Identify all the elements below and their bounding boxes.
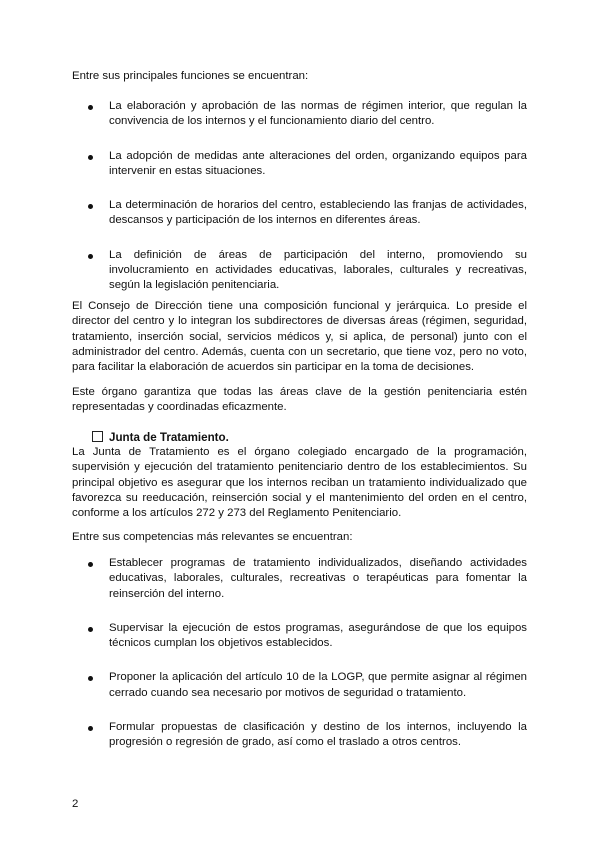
- treatment-board-paragraph: La Junta de Tratamiento es el órgano colegiado encargado de la programación, supervisión y ejecución del tratamiento penitenciario dentro de los establecimientos. Su principal objetivo es asegurar que los internos reciban un tratamiento individualizado que favorezca su reeducación, reinserción social y el mantenimiento del orden en el centro, conforme a los artículos 272 y 273 del Reglamento Penitenciario.: [72, 446, 527, 520]
- list-item: [72, 720, 527, 751]
- list-item-text: La definición de áreas de participación del interno, promoviendo su involucramiento en actividades educativas, laborales, culturales y recreativas, según la legislación penitenciaria.: [109, 248, 527, 292]
- competencies-list: [72, 556, 527, 770]
- list-item-text: Formular propuestas de clasificación y destino de los internos, incluyendo la progresión o regresión de grado, así como el traslado a otros centros.: [109, 721, 527, 749]
- bullet-icon: [88, 204, 93, 209]
- bullet-icon: [88, 627, 93, 632]
- council-summary-paragraph: Este órgano garantiza que todas las áreas clave de la gestión penitenciaria estén representadas y coordinadas eficazmente.: [72, 386, 527, 414]
- list-item-text: La adopción de medidas ante alteraciones del orden, organizando equipos para intervenir en estas situaciones.: [109, 149, 527, 177]
- bullet-icon: [88, 726, 93, 731]
- bullet-icon: [88, 105, 93, 110]
- list-item: [72, 621, 527, 652]
- bullet-icon: [88, 254, 93, 259]
- section-heading-text: Junta de Tratamiento.: [109, 431, 229, 444]
- section-heading: [92, 430, 229, 445]
- list-item: [72, 248, 527, 294]
- bullet-icon: [88, 155, 93, 160]
- list-item-text: Proponer la aplicación del artículo 10 de la LOGP, que permite asignar al régimen cerrado cuando sea necesario por motivos de seguridad o tratamiento.: [109, 671, 527, 699]
- functions-intro: Entre sus principales funciones se encuentran:: [72, 70, 309, 82]
- bullet-icon: [88, 676, 93, 681]
- list-item: [72, 198, 527, 229]
- list-item-text: La determinación de horarios del centro, estableciendo las franjas de actividades, descansos y participación de los internos en diferentes áreas.: [109, 199, 527, 227]
- list-item: [72, 99, 527, 130]
- functions-list: [72, 99, 527, 313]
- list-item: [72, 149, 527, 180]
- competencies-intro: Entre sus competencias más relevantes se encuentran:: [72, 531, 353, 543]
- list-item: [72, 670, 527, 701]
- list-item: [72, 556, 527, 602]
- checkbox-square-icon: [92, 431, 103, 442]
- page-number: 2: [72, 798, 79, 810]
- council-composition-paragraph: El Consejo de Dirección tiene una composición funcional y jerárquica. Lo preside el director del centro y lo integran los subdirectores de diversas áreas (régimen, seguridad, tratamiento, inserción social, servicios médicos y, si aplica, de personal) junto con el administrador del centro. Además, cuenta con un secretario, que tiene voz, pero no voto, para facilitar la elaboración de acuerdos sin participar en la toma de decisiones.: [72, 300, 527, 374]
- bullet-icon: [88, 562, 93, 567]
- list-item-text: La elaboración y aprobación de las normas de régimen interior, que regulan la convivencia de los internos y el funcionamiento diario del centro.: [109, 100, 527, 128]
- list-item-text: Supervisar la ejecución de estos programas, asegurándose de que los equipos técnicos cumplan los objetivos establecidos.: [109, 621, 527, 650]
- list-item-text: Establecer programas de tratamiento individualizados, diseñando actividades educativas, laborales, culturales, recreativas o terapéuticas para fomentar la reinserción del interno.: [109, 557, 527, 600]
